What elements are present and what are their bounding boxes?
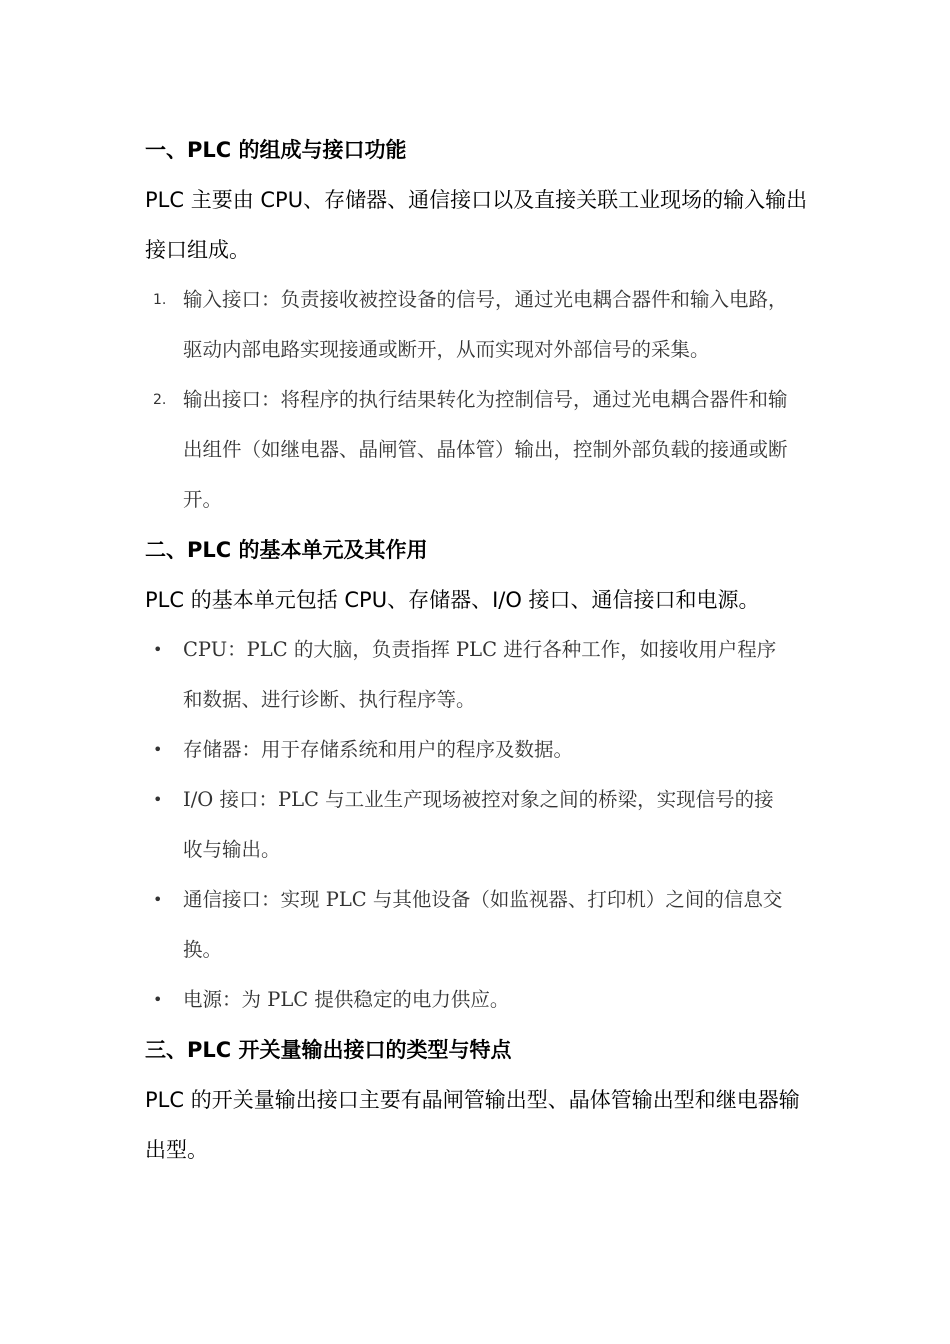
list-item	[145, 875, 793, 975]
section-heading-basic-units: 二、PLC 的基本单元及其作用	[145, 538, 428, 562]
list-item	[145, 375, 793, 525]
section-intro-composition: PLC 主要由 CPU、存储器、通信接口以及直接关联工业现场的输入输出接口组成。	[145, 188, 808, 262]
list-item	[145, 775, 793, 875]
list-number: 2.	[153, 392, 167, 408]
document-content	[145, 125, 815, 1175]
list-item-text: CPU：PLC 的大脑，负责指挥 PLC 进行各种工作，如接收用户程序和数据、进行诊断、执行程序等。	[183, 638, 777, 711]
list-item-text: I/O 接口：PLC 与工业生产现场被控对象之间的桥梁，实现信号的接收与输出。	[183, 788, 774, 861]
list-item	[145, 275, 793, 375]
section-intro-basic-units: PLC 的基本单元包括 CPU、存储器、I/O 接口、通信接口和电源。	[145, 588, 760, 612]
list-number: 1.	[153, 292, 167, 308]
list-item-text: 输出接口：将程序的执行结果转化为控制信号，通过光电耦合器件和输出组件（如继电器、晶闸管、晶体管）输出，控制外部负载的接通或断开。	[183, 388, 788, 511]
bullet-list-basic-units	[145, 625, 815, 1025]
list-item-text: 电源：为 PLC 提供稳定的电力供应。	[183, 988, 510, 1011]
section-heading-output-types: 三、PLC 开关量输出接口的类型与特点	[145, 1038, 512, 1062]
bullet-icon: •	[153, 990, 163, 1009]
bullet-icon: •	[153, 790, 163, 809]
list-item-text: 通信接口：实现 PLC 与其他设备（如监视器、打印机）之间的信息交换。	[183, 888, 783, 961]
bullet-icon: •	[153, 640, 163, 659]
list-item	[145, 725, 793, 775]
bullet-icon: •	[153, 740, 163, 759]
list-item-text: 输入接口：负责接收被控设备的信号，通过光电耦合器件和输入电路，驱动内部电路实现接通或断开，从而实现对外部信号的采集。	[183, 288, 788, 361]
numbered-list-interfaces	[145, 275, 815, 525]
section-heading-composition: 一、PLC 的组成与接口功能	[145, 138, 407, 162]
list-item	[145, 625, 793, 725]
bullet-icon: •	[153, 890, 163, 909]
list-item	[145, 975, 793, 1025]
section-intro-output-types: PLC 的开关量输出接口主要有晶闸管输出型、晶体管输出型和继电器输出型。	[145, 1088, 800, 1162]
list-item-text: 存储器：用于存储系统和用户的程序及数据。	[183, 738, 574, 761]
